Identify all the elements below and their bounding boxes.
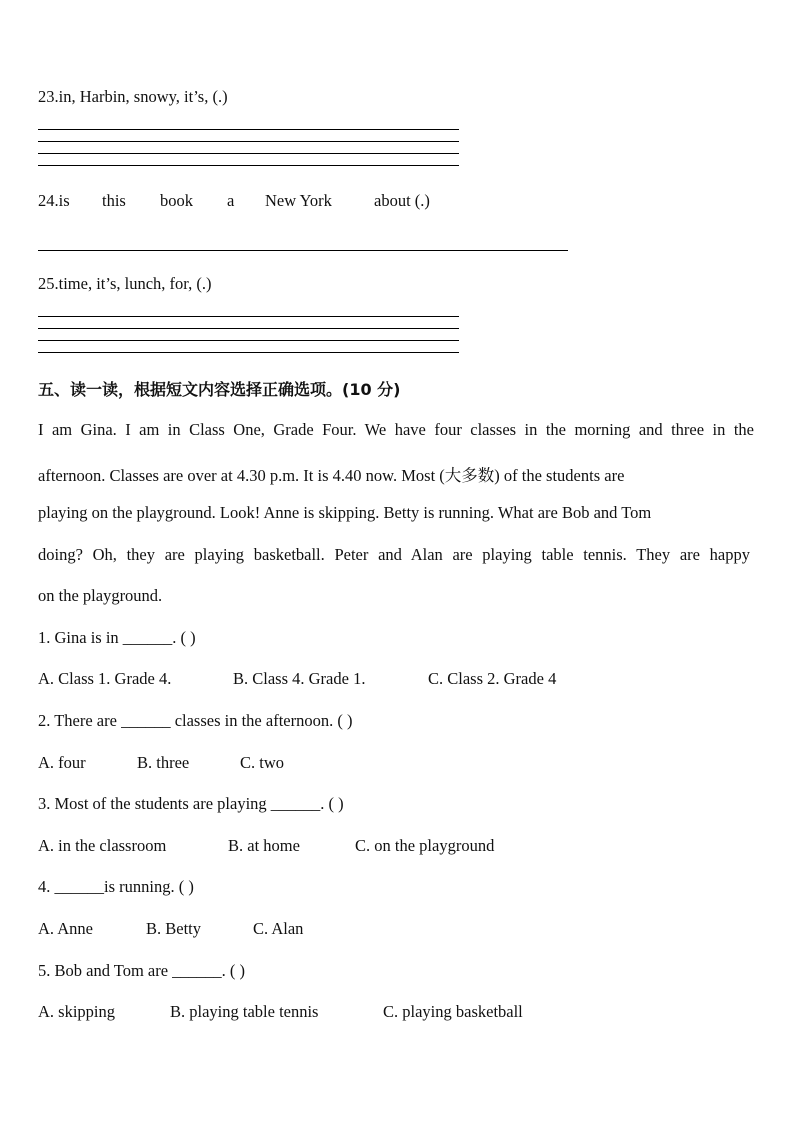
answer-line: [38, 340, 459, 341]
answer-line: [38, 352, 459, 353]
answer-line: [38, 129, 459, 130]
option-b[interactable]: B. at home: [228, 836, 300, 855]
section-heading: 五、读一读，根据短文内容选择正确选项。(10 分): [38, 380, 401, 399]
question-stem: 4. ______is running. ( ): [38, 877, 194, 896]
option-c[interactable]: C. playing basketball: [383, 1002, 523, 1021]
passage-line: on the playground.: [38, 586, 163, 605]
word: New York: [265, 191, 332, 210]
option-a[interactable]: A. in the classroom: [38, 836, 167, 855]
word: a: [227, 191, 235, 210]
option-c[interactable]: C. Alan: [253, 919, 304, 938]
word: book: [160, 191, 193, 210]
answer-line: [38, 316, 459, 317]
question-stem: 3. Most of the students are playing ______. ( ): [38, 794, 344, 813]
option-a[interactable]: A. skipping: [38, 1002, 116, 1021]
answer-line: [38, 328, 459, 329]
answer-line: [38, 141, 459, 142]
answer-line-24[interactable]: [38, 250, 568, 251]
option-c[interactable]: C. two: [240, 753, 285, 772]
option-c[interactable]: C. Class 2. Grade 4: [428, 669, 557, 688]
question-stem: 2. There are ______ classes in the afternoon. ( ): [38, 711, 353, 730]
answer-line: [38, 153, 459, 154]
question-25: 25.time, it’s, lunch, for, (.): [38, 274, 212, 293]
option-c[interactable]: C. on the playground: [355, 836, 495, 855]
passage-line: doing? Oh, they are playing basketball. Peter and Alan are playing table tennis. They are happy: [38, 545, 750, 564]
option-a[interactable]: A. four: [38, 753, 86, 772]
question-23: 23.in, Harbin, snowy, it’s, (.): [38, 87, 228, 106]
passage-line: afternoon. Classes are over at 4.30 p.m. It is 4.40 now. Most (大多数) of the students are: [38, 466, 625, 485]
question-stem: 5. Bob and Tom are ______. ( ): [38, 961, 246, 980]
option-a[interactable]: A. Class 1. Grade 4.: [38, 669, 172, 688]
passage-line: I am Gina. I am in Class One, Grade Four. We have four classes in the morning and three in the: [38, 420, 754, 439]
option-b[interactable]: B. playing table tennis: [170, 1002, 319, 1021]
option-b[interactable]: B. Betty: [146, 919, 202, 938]
answer-line: [38, 165, 459, 166]
passage-line: playing on the playground. Look! Anne is skipping. Betty is running. What are Bob and Tom: [38, 503, 652, 522]
word: about (.): [374, 191, 430, 210]
word: 24.is: [38, 191, 70, 210]
option-a[interactable]: A. Anne: [38, 919, 93, 938]
option-b[interactable]: B. three: [137, 753, 190, 772]
option-b[interactable]: B. Class 4. Grade 1.: [233, 669, 366, 688]
word: this: [102, 191, 126, 210]
question-stem: 1. Gina is in ______. ( ): [38, 628, 196, 647]
